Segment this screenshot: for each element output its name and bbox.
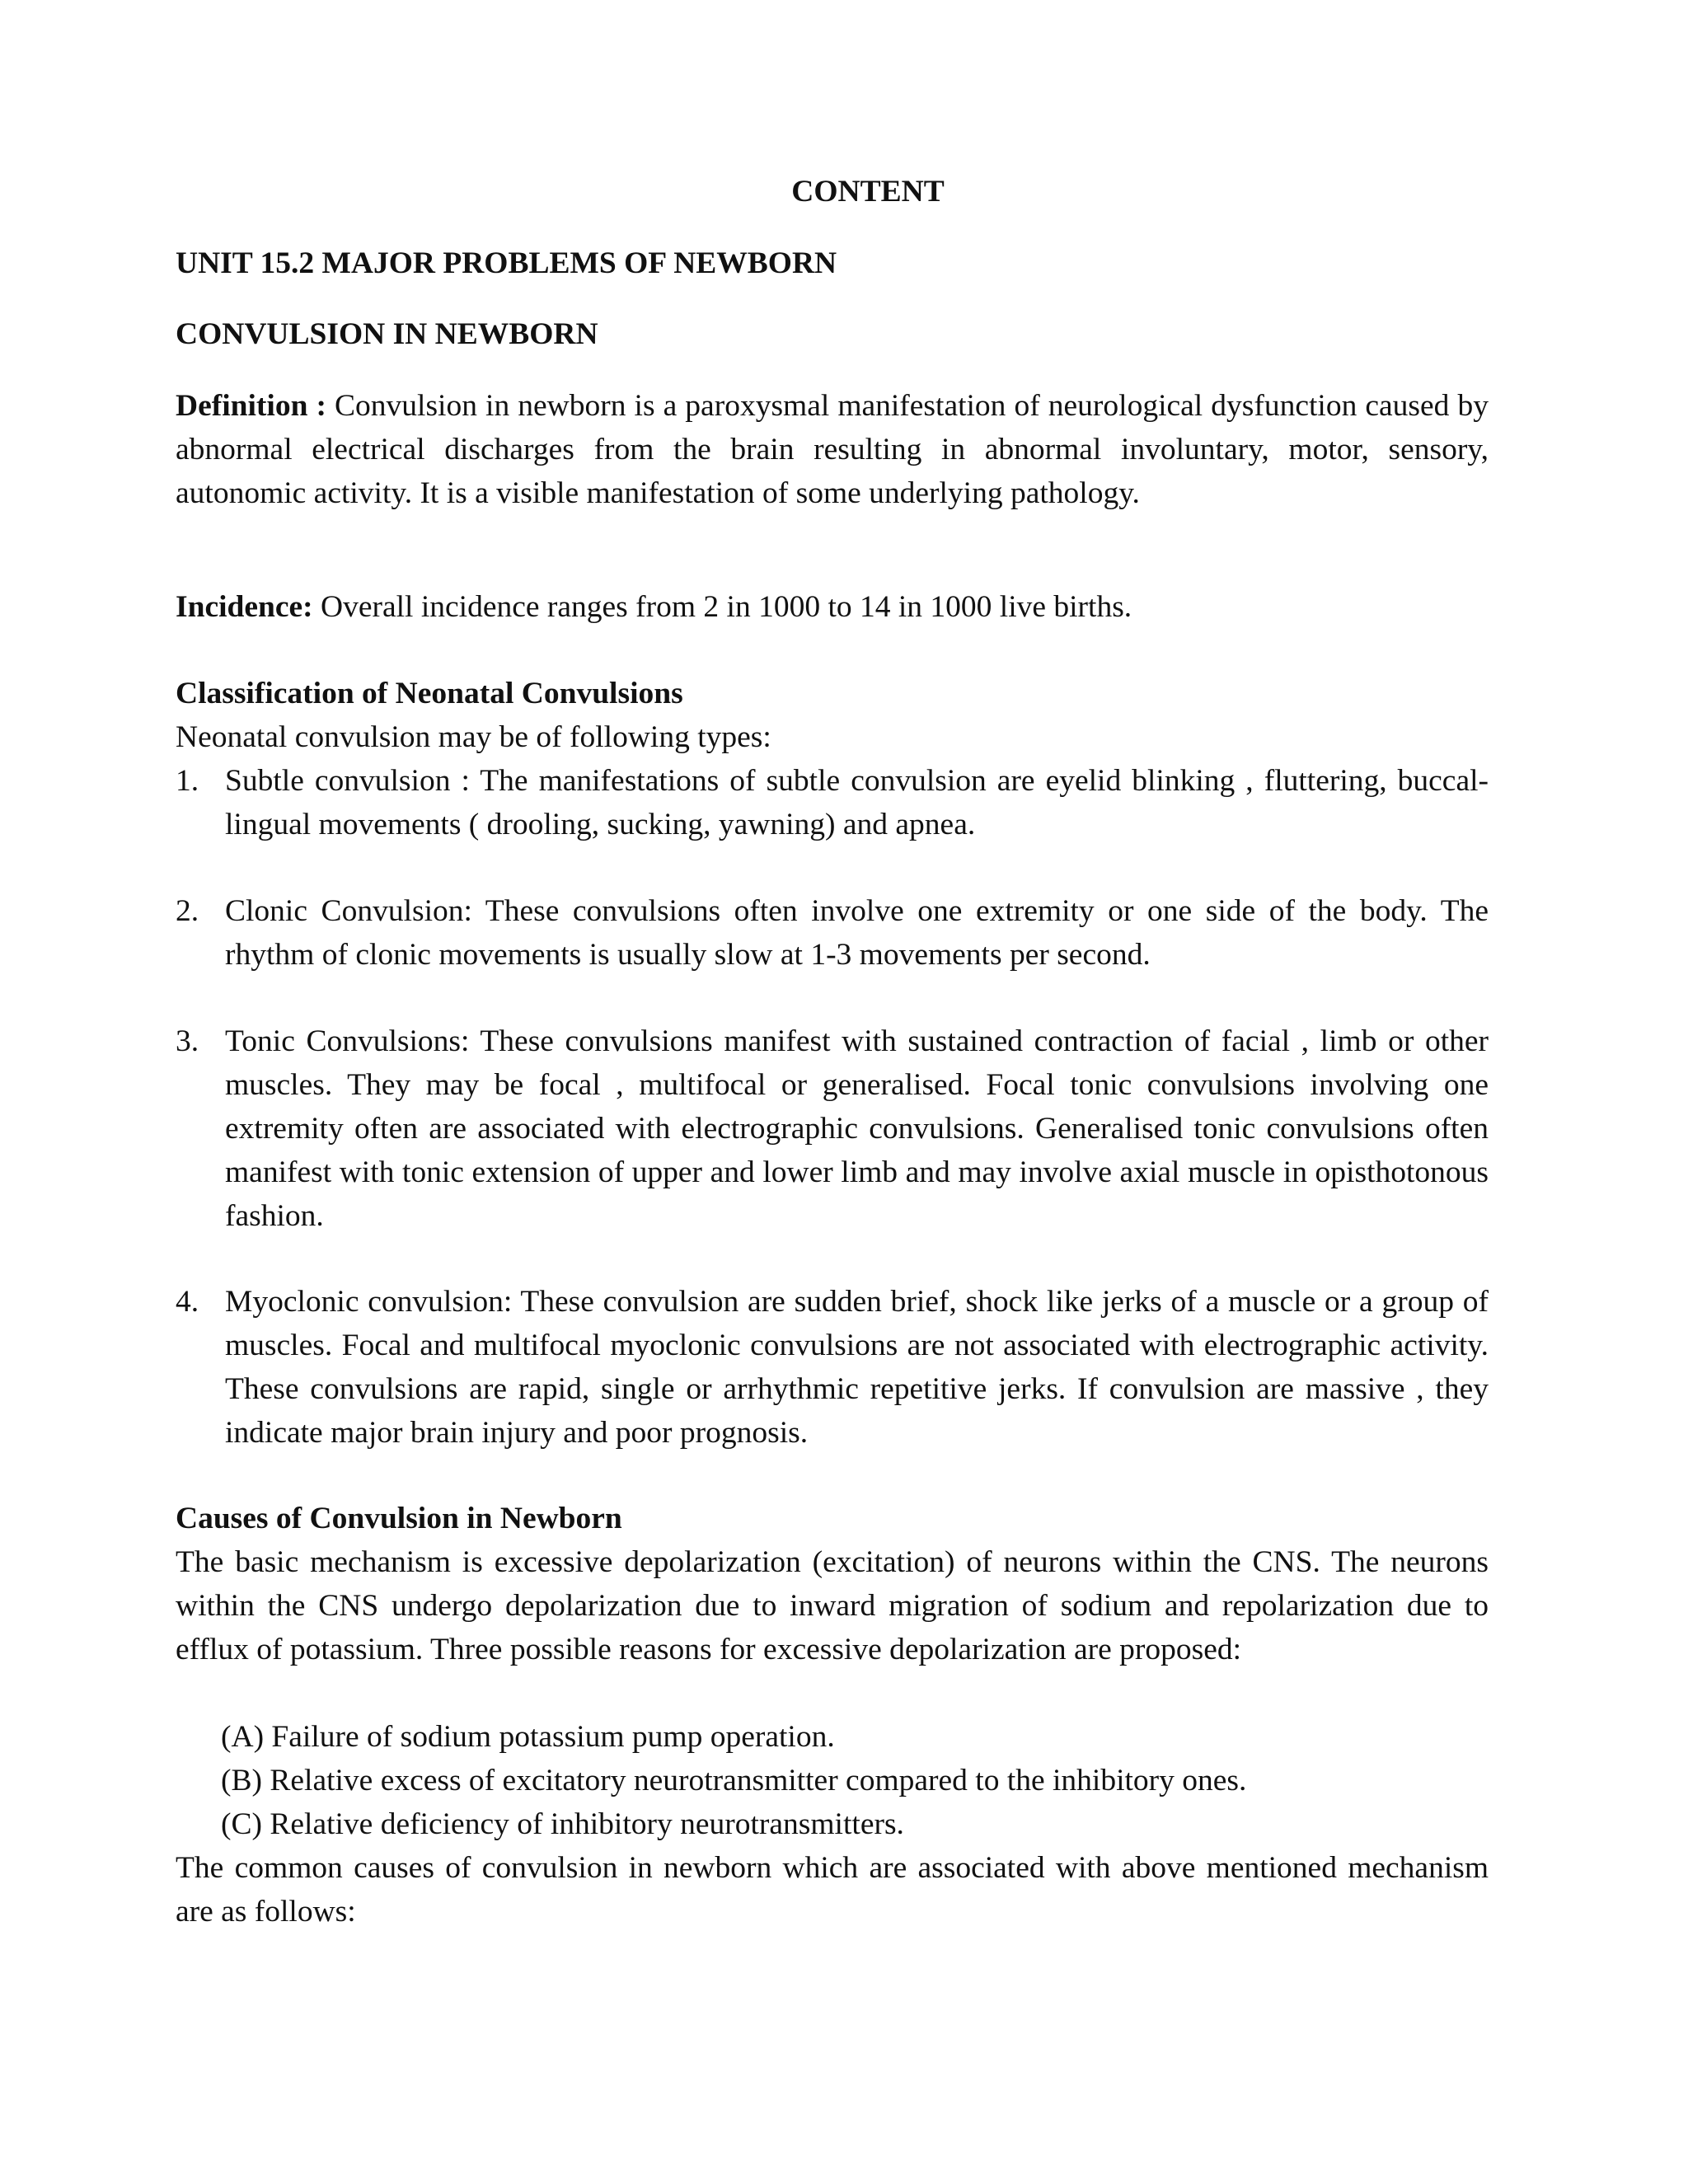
incidence-label: Incidence: (176, 590, 313, 624)
list-item-number: 4. (176, 1285, 199, 1319)
unit-heading: UNIT 15.2 MAJOR PROBLEMS OF NEWBORN (176, 246, 837, 280)
mechanism-list (221, 1715, 1489, 1846)
classification-heading: Classification of Neonatal Convulsions (176, 677, 683, 710)
page-title: CONTENT (791, 175, 945, 209)
document-page (176, 0, 1489, 2184)
list-item (176, 759, 1489, 846)
list-item-number: 2. (176, 894, 199, 928)
causes-outro: The common causes of convulsion in newborn which are associated with above mentioned mechanism are as follows: (176, 1851, 1489, 1929)
definition-label: Definition : (176, 389, 326, 423)
list-item-text: Tonic Convulsions: These convulsions manifest with sustained contraction of facial , limb or other muscles. They may be focal , multifocal or generalised. Focal tonic convulsions involving one extremity often are associated with electrographic convulsions. Generalised tonic convulsions often manifest with tonic extension of upper and lower limb and may involve axial muscle in opisthotonous fashion. (225, 1024, 1489, 1233)
mechanism-item: (B) Relative excess of excitatory neurotransmitter compared to the inhibitory ones. (221, 1764, 1247, 1797)
causes-intro: The basic mechanism is excessive depolarization (excitation) of neurons within the CNS. The neurons within the CNS undergo depolarization due to inward migration of sodium and repolarization due to efflux of potassium. Three possible reasons for excessive depolarization are proposed: (176, 1545, 1489, 1666)
section-heading: CONVULSION IN NEWBORN (176, 317, 598, 351)
list-item (176, 1280, 1489, 1455)
definition-paragraph (176, 384, 1489, 515)
list-item (176, 1019, 1489, 1238)
causes-heading: Causes of Convulsion in Newborn (176, 1502, 622, 1535)
list-item-text: Subtle convulsion : The manifestations of subtle convulsion are eyelid blinking , fluttering, buccal-lingual movements ( drooling, sucking, yawning) and apnea. (225, 764, 1489, 841)
classification-intro: Neonatal convulsion may be of following types: (176, 720, 771, 754)
mechanism-item: (C) Relative deficiency of inhibitory neurotransmitters. (221, 1807, 904, 1841)
mechanism-item: (A) Failure of sodium potassium pump operation. (221, 1720, 835, 1754)
definition-text: Convulsion in newborn is a paroxysmal manifestation of neurological dysfunction caused by abnormal electrical discharges from the brain resulting in abnormal involuntary, motor, sensory, autonomic activity. It is a visible manifestation of some underlying pathology. (176, 389, 1489, 510)
list-item-text: Clonic Convulsion: These convulsions often involve one extremity or one side of the body. The rhythm of clonic movements is usually slow at 1-3 movements per second. (225, 894, 1489, 972)
list-item-text: Myoclonic convulsion: These convulsion are sudden brief, shock like jerks of a muscle or a group of muscles. Focal and multifocal myoclonic convulsions are not associated with electrographic activity. These convulsions are rapid, single or arrhythmic repetitive jerks. If convulsion are massive , they indicate major brain injury and poor prognosis. (225, 1285, 1489, 1450)
list-item-number: 3. (176, 1024, 199, 1058)
incidence-text: Overall incidence ranges from 2 in 1000 to 14 in 1000 live births. (321, 590, 1132, 624)
incidence-paragraph (176, 585, 1489, 629)
list-item (176, 889, 1489, 977)
list-item-number: 1. (176, 764, 199, 798)
